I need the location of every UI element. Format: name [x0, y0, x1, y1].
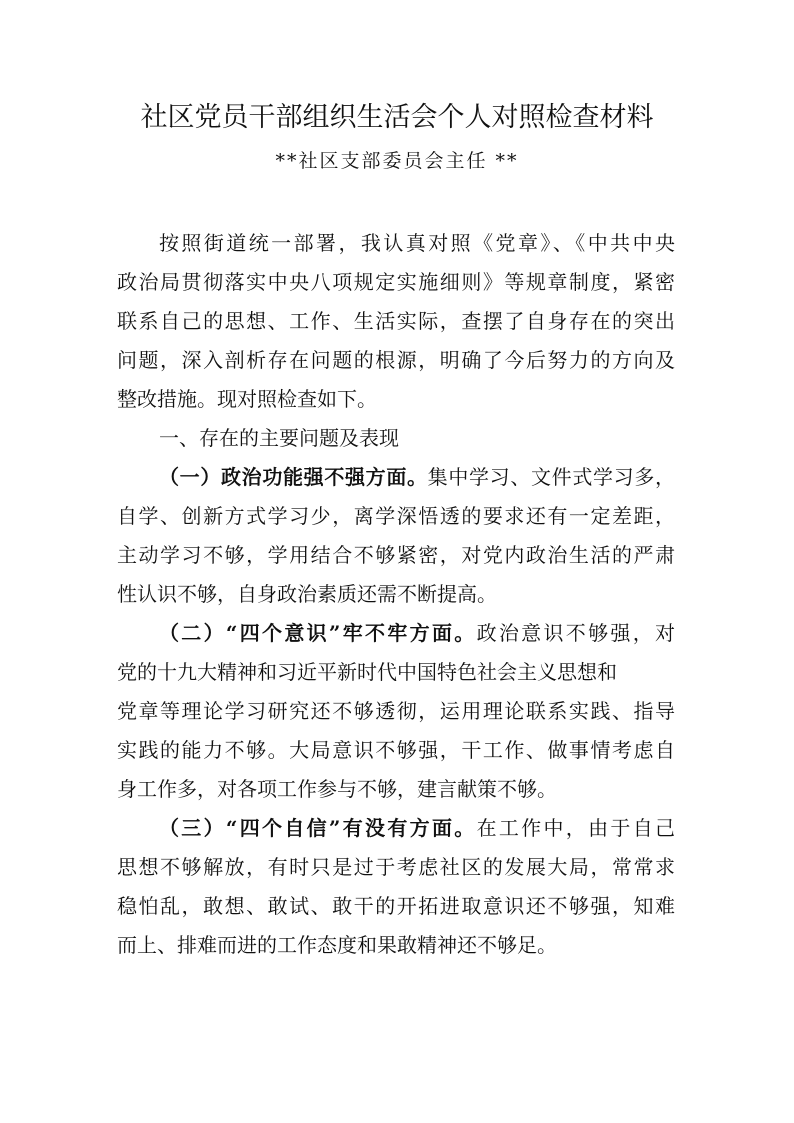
section-heading: 一、存在的主要问题及表现: [159, 426, 399, 450]
item-line: 身工作多，对各项工作参与不够，建言献策不够。: [117, 777, 557, 801]
item-text: 在工作中，由于自己: [476, 816, 675, 840]
item-line: 稳怕乱，敢想、敢试、敢干的开拓进取意识还不够强，知难: [117, 894, 675, 918]
intro-line: 政治局贯彻落实中央八项规定实施细则》等规章制度，紧密: [117, 270, 675, 294]
item-line: 党的十九大精神和习近平新时代中国特色社会主义思想和: [117, 660, 617, 684]
intro-line: 整改措施。现对照检查如下。: [117, 387, 377, 411]
intro-line: 问题，深入剖析存在问题的根源，明确了今后努力的方向及: [117, 348, 675, 372]
item-line: 而上、排难而进的工作态度和果敢精神还不够足。: [117, 933, 557, 957]
item-line: 自学、创新方式学习少，离学深悟透的要求还有一定差距，: [117, 504, 675, 528]
item-first-line: [117, 614, 675, 653]
item-heading: （三）“四个自信”有没有方面。: [159, 816, 477, 840]
item-text: 政治意识不够强，对: [476, 621, 675, 645]
item-heading: （一）政治功能强不强方面。: [159, 465, 428, 489]
item-line: 党章等理论学习研究还不够透彻，运用理论联系实践、指导: [117, 699, 675, 723]
document-subtitle: **社区支部委员会主任 **: [275, 150, 519, 172]
item-line: 思想不够解放，有时只是过于考虑社区的发展大局，常常求: [117, 855, 675, 879]
document-title: 社区党员干部组织生活会个人对照检查材料: [140, 102, 654, 133]
item-heading: （二）“四个意识”牢不牢方面。: [159, 621, 477, 645]
intro-line: 按照街道统一部署，我认真对照《党章》、《中共中央: [159, 231, 675, 255]
item-text: 集中学习、文件式学习多，: [427, 465, 675, 489]
item-line: 性认识不够，自身政治素质还需不断提高。: [117, 582, 497, 606]
item-line: 实践的能力不够。大局意识不够强，干工作、做事情考虑自: [117, 738, 675, 762]
document-body: [117, 224, 675, 965]
intro-line: 联系自己的思想、工作、生活实际，查摆了自身存在的突出: [117, 309, 675, 333]
item-first-line: [117, 809, 675, 848]
item-line: 主动学习不够，学用结合不够紧密，对党内政治生活的严肃: [117, 543, 675, 567]
item-first-line: [117, 458, 675, 497]
